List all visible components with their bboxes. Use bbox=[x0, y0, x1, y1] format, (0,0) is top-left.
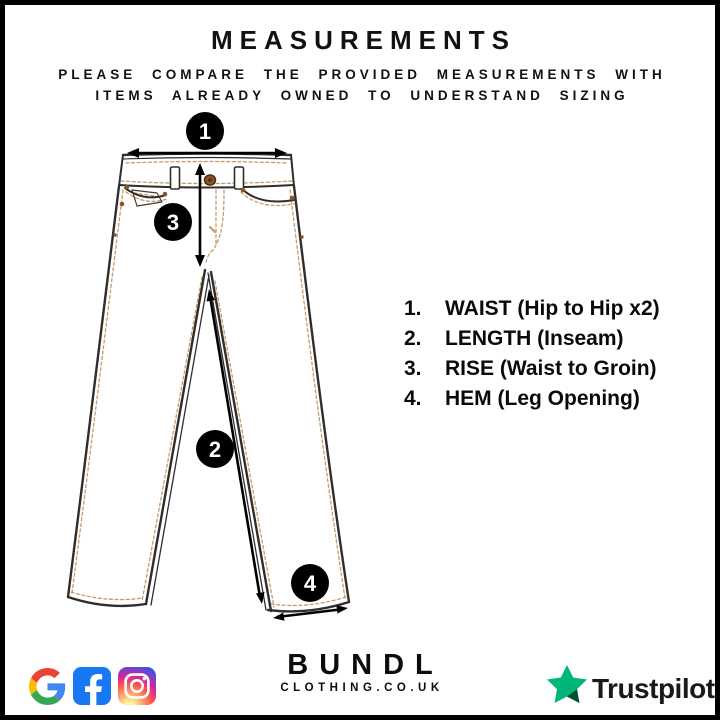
trustpilot-logo bbox=[545, 664, 715, 708]
legend-item-length bbox=[404, 324, 660, 354]
brand-domain: CLOTHING.CO.UK bbox=[280, 682, 444, 694]
legend-number: 1. bbox=[404, 297, 422, 320]
subtitle-line-1: PLEASE COMPARE THE PROVIDED MEASUREMENTS WITH bbox=[58, 67, 666, 82]
fly-bartack-stitch bbox=[210, 227, 215, 232]
legend-item-waist bbox=[404, 294, 660, 324]
marker-2-number: 2 bbox=[208, 437, 222, 462]
brand-name: BUNDL bbox=[287, 649, 444, 681]
marker-4-number: 4 bbox=[303, 571, 317, 596]
jeans-outline-group bbox=[68, 154, 349, 612]
legend-item-rise bbox=[404, 354, 660, 384]
legend-label: RISE (Waist to Groin) bbox=[445, 357, 657, 380]
marker-3-number: 3 bbox=[166, 210, 180, 235]
legend-label: WAIST (Hip to Hip x2) bbox=[445, 297, 660, 320]
stitching-group bbox=[71, 162, 346, 608]
legend-item-hem bbox=[404, 384, 660, 414]
rivets-group bbox=[113, 185, 303, 239]
legend-label: HEM (Leg Opening) bbox=[445, 387, 640, 410]
trustpilot-wordmark: Trustpilot bbox=[592, 673, 715, 704]
legend-label: LENGTH (Inseam) bbox=[445, 327, 624, 350]
page-title: MEASUREMENTS bbox=[210, 25, 516, 55]
legend-number: 4. bbox=[404, 387, 422, 410]
marker-1-number: 1 bbox=[198, 119, 212, 144]
legend-number: 2. bbox=[404, 327, 422, 350]
trustpilot-star-icon bbox=[545, 664, 589, 708]
measurement-legend bbox=[404, 294, 660, 414]
subtitle-line-2: ITEMS ALREADY OWNED TO UNDERSTAND SIZING bbox=[95, 88, 629, 103]
legend-number: 3. bbox=[404, 357, 422, 380]
waist-button bbox=[205, 175, 216, 185]
